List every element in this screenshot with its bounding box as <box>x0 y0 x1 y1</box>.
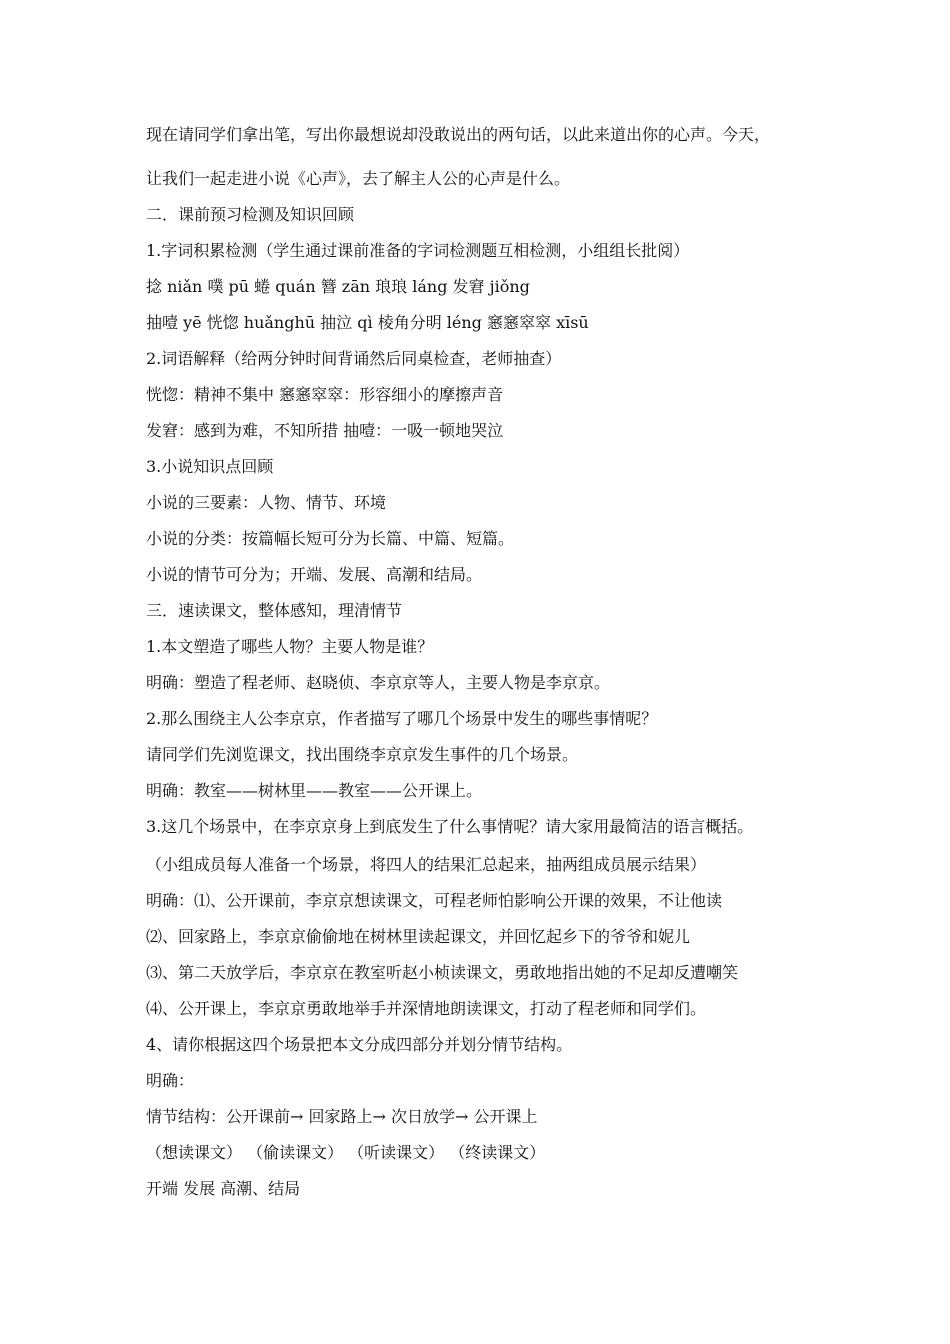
text-line: 发窘：感到为难，不知所措 抽噎：一吸一顿地哭泣 <box>146 421 504 440</box>
text-line: 现在请同学们拿出笔，写出你最想说却没敢说出的两句话，以此来道出你的心声。今天， <box>146 125 771 144</box>
text-line: ⑶、第二天放学后，李京京在教室听赵小桢读课文，勇敢地指出她的不足却反遭嘲笑 <box>146 963 739 982</box>
text-line: 小说的三要素：人物、情节、环境 <box>146 493 387 512</box>
text-line: 4、请你根据这四个场景把本文分成四部分并划分情节结构。 <box>146 1035 573 1054</box>
text-line: 2.那么围绕主人公李京京，作者描写了哪几个场景中发生的哪些事情呢？ <box>146 709 658 728</box>
section-heading: 三．速读课文，整体感知，理清情节 <box>146 601 403 620</box>
text-line: 抽噎 yē 恍惚 huǎnghū 抽泣 qì 棱角分明 léng 窸窸窣窣 xīsū <box>146 313 589 332</box>
text-line: 请同学们先浏览课文，找出围绕李京京发生事件的几个场景。 <box>146 745 579 764</box>
section-heading: 二．课前预习检测及知识回顾 <box>146 205 355 224</box>
text-line: （想读课文） （偷读课文） （听读课文） （终读课文） <box>146 1143 546 1162</box>
text-line: 1.字词积累检测（学生通过课前准备的字词检测题互相检测，小组组长批阅） <box>146 241 690 260</box>
text-line: 小说的情节可分为；开端、发展、高潮和结局。 <box>146 565 483 584</box>
text-line: 1.本文塑造了哪些人物？主要人物是谁？ <box>146 637 434 656</box>
text-line: ⑷、公开课上，李京京勇敢地举手并深情地朗读课文，打动了程老师和同学们。 <box>146 999 707 1018</box>
text-line: 让我们一起走进小说《心声》，去了解主人公的心声是什么。 <box>146 169 571 188</box>
text-line: 小说的分类：按篇幅长短可分为长篇、中篇、短篇。 <box>146 529 515 548</box>
text-line: 情节结构：公开课前→ 回家路上→ 次日放学→ 公开课上 <box>146 1107 538 1126</box>
text-line: 开端 发展 高潮、结局 <box>146 1179 301 1198</box>
text-line: 明确：教室——树林里——教室——公开课上。 <box>146 781 483 800</box>
text-line: ⑵、回家路上，李京京偷偷地在树林里读起课文，并回忆起乡下的爷爷和妮儿 <box>146 927 691 946</box>
text-line: 恍惚：精神不集中 窸窸窣窣：形容细小的摩擦声音 <box>146 385 504 404</box>
text-line: 捻 niǎn 噗 pū 蜷 quán 簪 zān 琅琅 láng 发窘 jiǒng <box>146 277 530 296</box>
text-line: 3.这几个场景中，在李京京身上到底发生了什么事情呢？请大家用最简洁的语言概括。 <box>146 817 754 836</box>
text-line: 明确：塑造了程老师、赵晓侦、李京京等人，主要人物是李京京。 <box>146 673 611 692</box>
text-line: 3.小说知识点回顾 <box>146 457 274 476</box>
text-line: 明确： <box>146 1071 195 1090</box>
text-line: 明确：⑴、公开课前，李京京想读课文，可程老师怕影响公开课的效果，不让他读 <box>146 891 723 910</box>
text-line: 2.词语解释（给两分钟时间背诵然后同桌检查，老师抽查） <box>146 349 562 368</box>
text-line: （小组成员每人准备一个场景，将四人的结果汇总起来，抽两组成员展示结果） <box>146 855 707 874</box>
